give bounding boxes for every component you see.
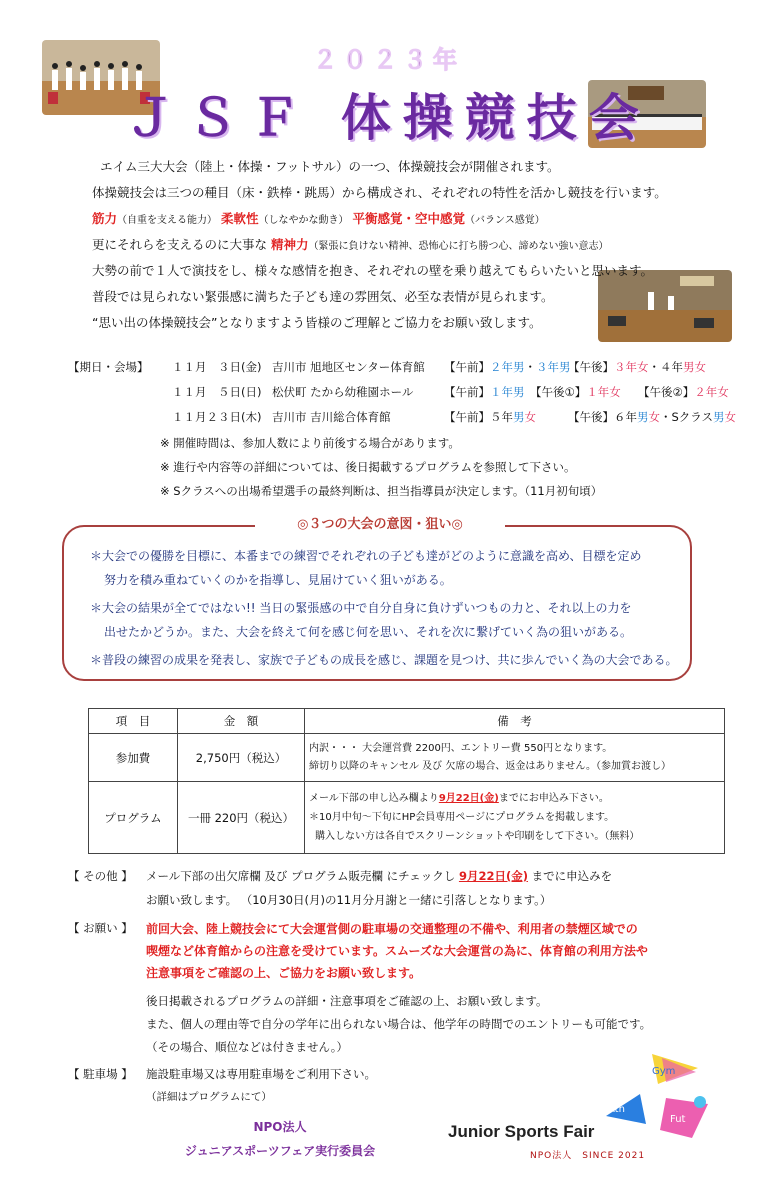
pm2-group: ２年女 [694, 385, 729, 399]
fee-note-line: 購入しない方は各自でスクリーンショットや印刷をして下さい。（無料） [315, 831, 640, 842]
fee-table [88, 708, 725, 854]
purpose-box [62, 525, 692, 681]
keyword-flexibility: 柔軟性 [221, 211, 259, 226]
svg-text:Ath: Ath [608, 1104, 625, 1115]
other-text: までに申込みを [531, 869, 613, 883]
intro-line-3 [92, 209, 545, 227]
pm-group: ３年女 [614, 360, 649, 374]
intro-line-5: 大勢の前で１人で演技をし、様々な感情を抱き、それぞれの壁を乗り越えてもらいたいと思います。 [92, 263, 654, 278]
purpose-point-2b: 出せたかどうか。また、大会を終えて何を感じ何を思い、それを次に繋げていく為の狙いがある。 [104, 625, 633, 639]
schedule-label: 【期日・会場】 [68, 360, 149, 374]
intro-line-4 [92, 235, 609, 253]
intro-line-4-pre: 更にそれらを支えるのに大事な [92, 237, 268, 252]
schedule-row-1-venue: 吉川市 旭地区センター体育館 [272, 360, 425, 374]
pm-group: ６年 [614, 410, 637, 424]
schedule-row-1-date: １１月 ３日(金) [172, 360, 262, 374]
keyword-balance-note: （バランス感覚） [465, 215, 545, 226]
table-row [89, 782, 725, 854]
event-title: ＪＳＦ 体操競技会 [125, 89, 651, 147]
am-group: 男 [513, 410, 525, 424]
parking-label: 【 駐車場 】 [68, 1067, 133, 1081]
fee-note [305, 734, 725, 782]
request-label: 【 お願い 】 [68, 921, 133, 935]
fee-note-line [309, 789, 724, 808]
request-line-1: 前回大会、陸上競技会にて大会運営側の駐車場の交通整理の不備や、利用者の禁煙区域での [146, 922, 638, 936]
pm-group: 女 [724, 410, 736, 424]
fee-note-line: ＊10月中旬～下旬にHP会員専用ページにプログラムを掲載します。 [309, 812, 615, 823]
am-group: ２年男 [490, 360, 525, 374]
jsf-since: NPO法人 SINCE 2021 [530, 1151, 646, 1161]
column-header: 金 額 [178, 709, 305, 734]
parking-line-2: （詳細はプログラムにて） [146, 1091, 272, 1103]
other-label: 【 その他 】 [68, 869, 133, 883]
column-header: 項 目 [89, 709, 178, 734]
pm2-label: 【午後②】 [638, 385, 695, 399]
schedule-row-2-date: １１月 ５日(日) [172, 385, 262, 399]
pm-group: 男 [637, 410, 649, 424]
schedule-note-1: ※ 開催時間は、参加人数により前後する場合があります。 [160, 436, 460, 450]
pm1-group: １年女 [586, 385, 621, 399]
fee-note-text: メール下部の申し込み欄より [309, 793, 439, 804]
jsf-logo: Junior Sports Fair [448, 1122, 595, 1141]
other-text: メール下部の出欠席欄 及び プログラム販売欄 にチェックし [146, 869, 456, 883]
request-note-3: （その場合、順位などは付きません。） [146, 1040, 348, 1054]
column-header: 備 考 [305, 709, 725, 734]
schedule-row-2-am [444, 384, 525, 400]
schedule-row-2-pm1 [530, 384, 621, 400]
schedule-row-3-pm [568, 409, 736, 425]
purpose-point-2a: ＊大会の結果が全てではない!! 当日の緊張感の中で自分自身に負けずいつもの力と、それ以上の力を [90, 601, 632, 615]
pm-group: ・４年 [648, 360, 683, 374]
request-line-2: 喫煙など体育館からの注意を受けています。スムーズな大会運営の為に、体育館の利用方法や [146, 944, 648, 958]
request-note-2: また、個人の理由等で自分の学年に出られない場合は、他学年の時間でのエントリーも可能です。 [146, 1017, 652, 1031]
fee-amount: 2,750円（税込） [178, 734, 305, 782]
schedule-note-2: ※ 進行や内容等の詳細については、後日掲載するプログラムを参照して下さい。 [160, 460, 576, 474]
organizer-type: NPO法人 [253, 1120, 307, 1134]
keyword-flexibility-note: （しなやかな動き） [258, 215, 349, 226]
request-line-3: 注意事項をご確認の上、ご協力をお願い致します。 [146, 966, 422, 980]
schedule-row-3-date: １１月２３日(木) [172, 410, 262, 424]
fee-note-line: 締切り以降のキャンセル 及び 欠席の場合、返金はありません。（参加賞お渡し） [309, 760, 671, 772]
purpose-point-1a: ＊大会での優勝を目標に、本番までの練習でそれぞれの子ども達がどのように意識を高め、目標を定め [90, 549, 642, 563]
keyword-strength: 筋力 [92, 211, 118, 226]
keyword-mental-note: （緊張に負けない精神、恐怖心に打ち勝つ心、諦めない強い意志） [308, 241, 609, 252]
other-line-1 [146, 868, 612, 884]
intro-line-7: “思い出の体操競技会”となりますよう皆様のご理解とご協力をお願い致します。 [92, 315, 542, 330]
pm-group: 女 [648, 410, 660, 424]
svg-text:Fut: Fut [670, 1114, 686, 1125]
keyword-strength-note: （自重を支える能力） [117, 215, 218, 226]
svg-text:Gym: Gym [652, 1066, 676, 1077]
intro-line-1: エイム三大大会（陸上・体操・フットサル）の一つ、体操競技会が開催されます。 [100, 159, 560, 174]
fee-note-text: までにお申込み下さい。 [498, 793, 609, 804]
purpose-title: ◎３つの大会の意図・狙い◎ [255, 513, 505, 532]
schedule-row-3-am [444, 409, 536, 425]
organizer-name: ジュニアスポーツフェア実行委員会 [184, 1144, 376, 1158]
schedule-row-1-am [444, 359, 571, 375]
purpose-point-3: ＊普段の練習の成果を発表し、家族で子どもの成長を感じ、課題を見つけ、共に歩んでいく為の大会である。 [90, 653, 678, 667]
fee-amount: 一冊 220円（税込） [178, 782, 305, 854]
parking-line-1: 施設駐車場又は専用駐車場をご利用下さい。 [146, 1067, 376, 1081]
am-label: 【午前】 [444, 410, 490, 424]
pm-group: 男 [712, 410, 725, 424]
pm-label: 【午後】 [568, 410, 614, 424]
intro-line-6: 普段では見られない緊張感に満ちた子ども達の雰囲気、必至な表情が見られます。 [92, 289, 554, 304]
intro-line-2: 体操競技会は三つの種目（床・鉄棒・跳馬）から構成され、それぞれの特性を活かし競技を行います。 [92, 185, 667, 200]
keyword-mental: 精神力 [271, 237, 309, 252]
fee-note-line: 内訳・・・ 大会運営費 2200円、エントリー費 550円となります。 [309, 742, 613, 754]
schedule-row-2-pm2 [638, 384, 729, 400]
deadline-date: 9月22日(金) [438, 793, 499, 804]
request-note-1: 後日掲載されるプログラムの詳細・注意事項をご確認の上、お願い致します。 [146, 994, 548, 1008]
am-label: 【午前】 [444, 385, 490, 399]
event-logos-icon [600, 1046, 720, 1142]
event-year: ２０２３年 [313, 46, 463, 74]
other-line-2: お願い致します。 （10月30日(月)の11月分月謝と一緒に引落しとなります。） [146, 893, 552, 907]
am-group: ５年 [490, 410, 513, 424]
am-group: 女 [524, 410, 536, 424]
separator: ・ [524, 360, 536, 374]
fee-item: プログラム [89, 782, 178, 854]
pm1-label: 【午後①】 [530, 385, 587, 399]
am-label: 【午前】 [444, 360, 490, 374]
deadline-date: 9月22日(金) [458, 869, 528, 883]
schedule-row-2-venue: 松伏町 たから幼稚園ホール [272, 385, 414, 399]
schedule-row-1-pm [568, 359, 706, 375]
am-group: １年男 [490, 385, 525, 399]
table-header-row [89, 709, 725, 734]
schedule-note-3: ※ Sクラスへの出場希望選手の最終判断は、担当指導員が決定します。（11月初旬頃） [160, 484, 603, 498]
purpose-point-1b: 努力を積み重ねていくのかを指導し、見届けていく狙いがある。 [104, 573, 452, 587]
schedule-row-3-venue: 吉川市 吉川総合体育館 [272, 410, 391, 424]
gym-photo-middle-right [598, 270, 732, 342]
fee-note [305, 782, 725, 854]
pm-group: 男女 [683, 360, 706, 374]
am-group: ３年男 [536, 360, 571, 374]
fee-item: 参加費 [89, 734, 178, 782]
keyword-balance: 平衡感覚・空中感覚 [352, 211, 466, 226]
pm-group: ・Sクラス [660, 410, 713, 424]
table-row [89, 734, 725, 782]
pm-label: 【午後】 [568, 360, 614, 374]
